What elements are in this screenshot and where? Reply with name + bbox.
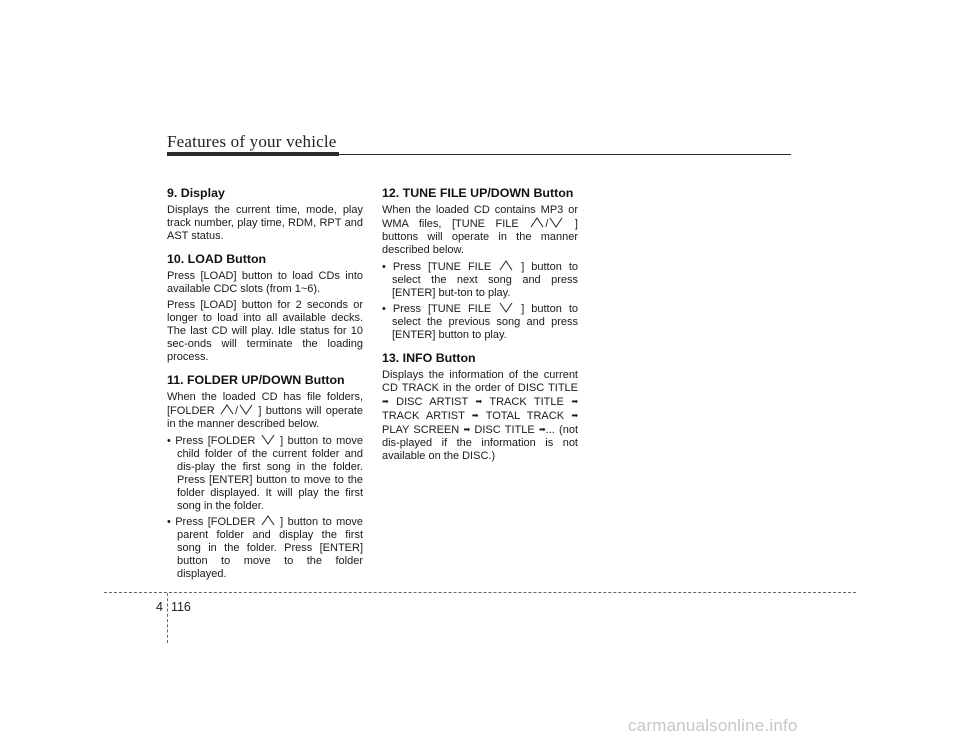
chevron-up-icon (499, 260, 513, 271)
chevron-down-icon (499, 302, 513, 313)
section-heading: 10. LOAD Button (167, 252, 267, 266)
arrow-right-icon: ➡ (538, 425, 546, 434)
section-heading: 9. Display (167, 186, 225, 200)
text-run: ] buttons will operate in the manner described below. (382, 218, 578, 256)
text-run: • Press [TUNE FILE (382, 261, 492, 273)
list-item (167, 515, 363, 581)
section-heading: 13. INFO Button (382, 351, 476, 365)
chevron-down-icon (261, 434, 275, 445)
text-run: • Press [FOLDER (167, 516, 256, 528)
slash-text: / (545, 218, 549, 230)
page-number-value: 116 (170, 600, 191, 614)
text-run: • Press [FOLDER (167, 435, 256, 447)
text-run: ] button to select the next song and press [ENTER] but-ton to play. (392, 261, 578, 299)
header-rule-thick (167, 152, 339, 156)
list-item (382, 302, 578, 342)
text-run: When the loaded CD contains MP3 or WMA files, [TUNE FILE (382, 204, 578, 230)
arrow-right-icon: ➡ (463, 425, 471, 434)
list-item (382, 260, 578, 300)
watermark: carmanualsonline.info (628, 716, 798, 735)
text-run: TOTAL TRACK (485, 410, 565, 422)
text-run: Displays the information of the current CD TRACK in the order of DISC TITLE (382, 369, 578, 394)
list-item (167, 434, 363, 513)
chevron-down-icon (549, 217, 563, 228)
page-number (156, 600, 191, 614)
text-run: ... (not dis-played if the information is not available on the DISC.) (382, 424, 579, 462)
section-heading: 12. TUNE FILE UP/DOWN Button (382, 186, 574, 200)
section-info-button (382, 351, 578, 463)
text-run: TRACK ARTIST (382, 410, 465, 422)
text-run: TRACK TITLE (489, 396, 564, 408)
paragraph: Press [LOAD] button to load CDs into available CDC slots (from 1~6). (167, 270, 363, 295)
right-column (382, 186, 578, 472)
arrow-right-icon: ➡ (475, 397, 483, 406)
chevron-up-icon (530, 217, 544, 228)
paragraph: Press [LOAD] button for 2 seconds or longer to load into all available decks. The last CD will play. Idle status for 10 sec-onds will terminate the loading process. (167, 299, 363, 363)
left-column (167, 186, 363, 590)
section-heading: 11. FOLDER UP/DOWN Button (167, 373, 345, 387)
text-run: DISC TITLE (474, 424, 535, 436)
footer-rule (104, 592, 856, 593)
text-run: ] buttons will operate in the manner described below. (167, 405, 364, 430)
section-load-button (167, 252, 363, 364)
arrow-right-icon: ➡ (571, 397, 579, 406)
text-run: When the loaded CD has file folders, [FOLDER (167, 391, 363, 417)
bullet-list (167, 434, 363, 581)
section-tune-file-button (382, 186, 578, 342)
arrow-right-icon: ➡ (571, 411, 579, 420)
text-run: DISC ARTIST (396, 396, 468, 408)
text-run: ] button to select the previous song and press [ENTER] button to play. (392, 303, 578, 341)
arrow-right-icon: ➡ (471, 411, 479, 420)
text-run: ] button to move child folder of the current folder and dis-play the first song in the folder. Press [ENTER] button to move to the folder displayed. It will play the first song in the folder. (177, 435, 363, 512)
paragraph (382, 369, 578, 463)
text-run: PLAY SCREEN (382, 424, 460, 436)
arrow-right-icon: ➡ (382, 397, 389, 406)
chevron-up-icon (220, 404, 234, 415)
paragraph: Displays the current time, mode, play track number, play time, RDM, RPT and AST status. (167, 204, 363, 242)
slash-text: / (235, 405, 239, 417)
text-run: • Press [TUNE FILE (382, 303, 492, 315)
section-folder-button (167, 373, 363, 581)
section-display (167, 186, 363, 243)
header-rule-thin (339, 154, 791, 155)
chapter-number: 4 (156, 600, 163, 614)
bullet-list (382, 260, 578, 342)
paragraph (382, 204, 578, 257)
page-header-title: Features of your vehicle (167, 132, 337, 151)
chevron-down-icon (239, 404, 253, 415)
text-run: ] button to move parent folder and display the first song in the folder. Press [ENTER] button to move to the folder displayed. (177, 516, 363, 580)
paragraph (167, 391, 363, 431)
chevron-up-icon (261, 515, 275, 526)
